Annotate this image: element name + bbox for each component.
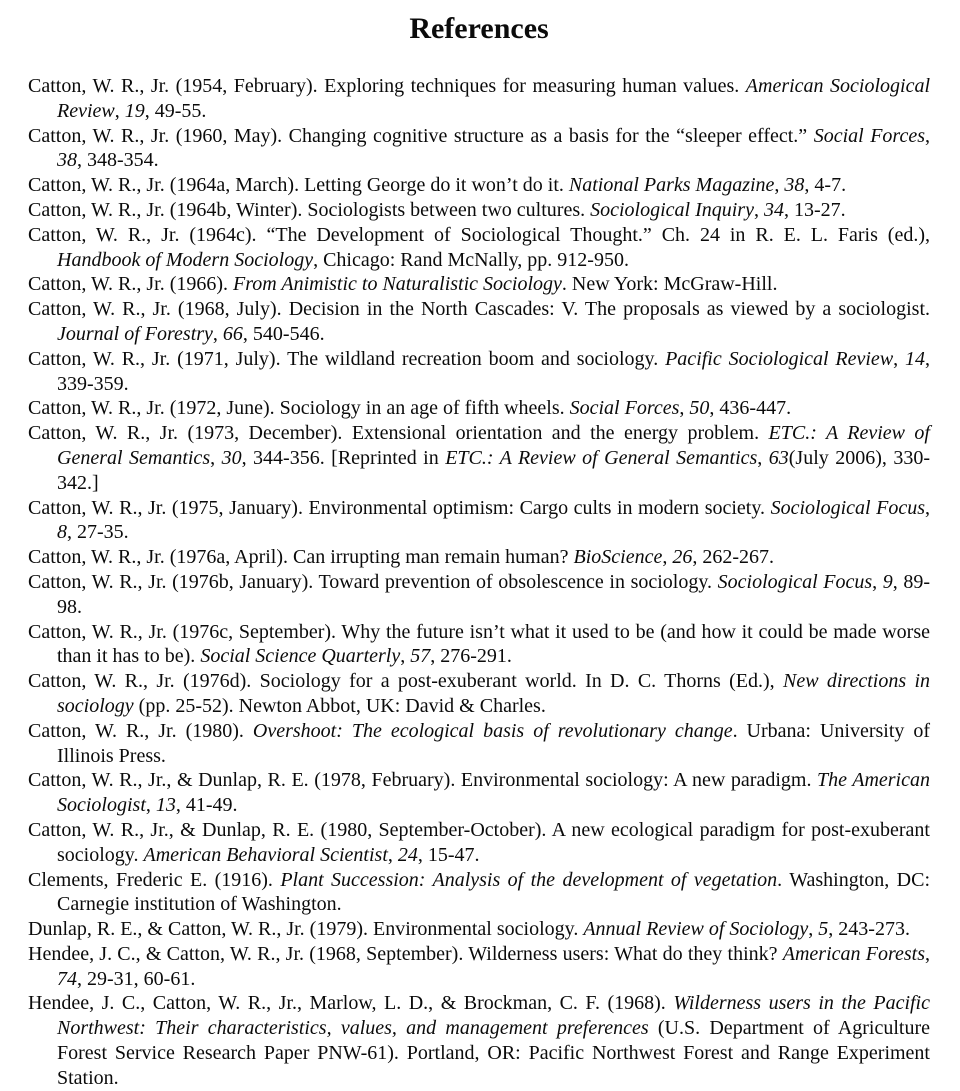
reference-italic-segment: 30 <box>221 446 242 469</box>
reference-italic-segment: Plant Succession: Analysis of the development of vegetation <box>280 868 778 891</box>
reference-italic-segment: 63 <box>768 446 789 469</box>
reference-text-segment: Catton, W. R., Jr. (1976b, January). Toward prevention of obsolescence in sociology. <box>28 570 718 593</box>
reference-entry <box>28 396 930 421</box>
reference-text-segment: , <box>893 347 906 370</box>
reference-italic-segment: Handbook of Modern Sociology <box>57 248 314 271</box>
reference-text-segment: Catton, W. R., Jr. (1976a, April). Can irrupting man remain human? <box>28 546 574 569</box>
reference-italic-segment: 34 <box>763 198 784 221</box>
reference-text-segment: . New York: McGraw-Hill. <box>561 273 778 296</box>
reference-italic-segment: 19 <box>124 99 145 122</box>
reference-italic-segment: American Forests <box>782 942 926 965</box>
reference-italic-segment: 5 <box>818 918 829 941</box>
reference-text-segment: , 243-273. <box>828 918 910 941</box>
reference-entry <box>28 496 930 546</box>
reference-text-segment: Catton, W. R., Jr. (1975, January). Environmental optimism: Cargo cults in modern society. <box>28 496 771 519</box>
reference-text-segment: (pp. 25-52). Newton Abbot, UK: David & Charles. <box>133 694 546 717</box>
reference-text-segment: , <box>387 843 398 866</box>
reference-text-segment: , 4-7. <box>804 174 847 197</box>
reference-entry <box>28 198 930 223</box>
reference-text-segment: , <box>774 174 785 197</box>
reference-text-segment: , <box>872 570 883 593</box>
reference-italic-segment: 66 <box>222 322 243 345</box>
reference-italic-segment: Wilderness users in the Pacific Northwest: Their characteristics, values, and management preferences <box>57 992 930 1040</box>
reference-text-segment: Catton, W. R., Jr. (1976d). Sociology for a post-exuberant world. In D. C. Thorns (Ed.), <box>28 670 783 693</box>
reference-text-segment: , 13-27. <box>783 198 846 221</box>
reference-text-segment: , 344-356. [Reprinted in <box>241 446 446 469</box>
reference-text-segment: (July 2006), 330-342.] <box>57 446 931 494</box>
reference-text-segment: , 540-546. <box>242 322 325 345</box>
reference-text-segment: , 41-49. <box>175 794 238 817</box>
reference-entry <box>28 719 930 769</box>
reference-entry <box>28 570 930 620</box>
reference-text-segment: Catton, W. R., Jr. (1960, May). Changing cognitive structure as a basis for the “sleeper effect.” <box>28 124 814 147</box>
reference-text-segment: , <box>212 322 223 345</box>
reference-italic-segment: 38 <box>57 149 77 172</box>
reference-italic-segment: 50 <box>689 397 710 420</box>
reference-italic-segment: Sociological Focus <box>717 570 873 593</box>
reference-text-segment: , <box>925 124 930 147</box>
reference-italic-segment: BioScience <box>573 546 663 569</box>
reference-text-segment: , 436-447. <box>709 397 792 420</box>
reference-text-segment: . Washington, DC: Carnegie institution of Washington. <box>57 868 930 916</box>
reference-text-segment: , Chicago: Rand McNally, pp. 912-950. <box>313 248 629 271</box>
reference-text-segment: , <box>808 918 819 941</box>
reference-text-segment: Catton, W. R., Jr., & Dunlap, R. E. (1980, September-October). A new ecological paradigm for post-exuberant sociology. <box>28 818 930 866</box>
reference-text-segment: , <box>145 794 156 817</box>
reference-entry <box>28 991 930 1090</box>
reference-text-segment: Catton, W. R., Jr. (1966). <box>28 273 234 296</box>
reference-italic-segment: 8 <box>57 521 67 544</box>
reference-text-segment: Catton, W. R., Jr. (1971, July). The wildland recreation boom and sociology. <box>28 347 666 370</box>
reference-text-segment: , 339-359. <box>57 347 931 395</box>
reference-text-segment: Catton, W. R., Jr. (1972, June). Sociology in an age of fifth wheels. <box>28 397 570 420</box>
reference-italic-segment: Annual Review of Sociology <box>583 918 809 941</box>
reference-text-segment: , 29-31, 60-61. <box>77 967 196 990</box>
reference-text-segment: , 27-35. <box>67 521 129 544</box>
reference-text-segment: Catton, W. R., Jr. (1954, February). Exploring techniques for measuring human values. <box>28 75 746 97</box>
reference-text-segment: Clements, Frederic E. (1916). <box>28 868 281 891</box>
reference-text-segment: , <box>757 446 769 469</box>
reference-entry <box>28 818 930 868</box>
reference-italic-segment: 74 <box>57 967 77 990</box>
reference-italic-segment: ETC.: A Review of General Semantics <box>57 422 930 469</box>
reference-italic-segment: 26 <box>672 546 693 569</box>
reference-italic-segment: New directions in sociology <box>57 670 930 717</box>
reference-text-segment: , <box>114 99 125 122</box>
reference-italic-segment: 14 <box>905 347 926 370</box>
reference-italic-segment: 57 <box>410 645 431 668</box>
reference-entry <box>28 421 930 495</box>
reference-italic-segment: The American Sociologist <box>57 769 930 817</box>
reference-entry <box>28 297 930 347</box>
reference-entry <box>28 768 930 818</box>
reference-text-segment: (U.S. Department of Agriculture Forest Service Research Paper PNW-61). Portland, OR: Pacific Northwest Forest and Range Experiment Station. <box>57 1017 930 1089</box>
reference-text-segment: , <box>925 496 930 519</box>
reference-text-segment: , 262-267. <box>692 546 774 569</box>
page-title: References <box>409 12 549 45</box>
reference-text-segment: , 89-98. <box>57 570 931 618</box>
reference-entry <box>28 74 930 124</box>
reference-italic-segment: 13 <box>155 794 176 817</box>
reference-italic-segment: American Sociological Review <box>57 75 931 122</box>
reference-entry <box>28 917 930 942</box>
reference-italic-segment: Sociological Inquiry <box>590 198 754 221</box>
reference-entry <box>28 545 930 570</box>
reference-text-segment: , 348-354. <box>77 149 159 172</box>
reference-entry <box>28 347 930 397</box>
reference-text-segment: , <box>753 198 764 221</box>
reference-entry <box>28 942 930 992</box>
reference-entry <box>28 272 930 297</box>
reference-text-segment: , 15-47. <box>417 843 480 866</box>
reference-text-segment: Catton, W. R., Jr. (1964a, March). Letting George do it won’t do it. <box>28 174 569 197</box>
reference-text-segment: , 49-55. <box>144 99 207 122</box>
reference-text-segment: , 276-291. <box>430 645 512 668</box>
reference-text-segment: Catton, W. R., Jr. (1964b, Winter). Sociologists between two cultures. <box>28 198 591 221</box>
reference-italic-segment: Journal of Forestry <box>57 322 213 345</box>
reference-italic-segment: Overshoot: The ecological basis of revolutionary change <box>252 719 733 742</box>
reference-italic-segment: 24 <box>397 843 418 866</box>
reference-italic-segment: American Behavioral Scientist <box>143 843 388 866</box>
reference-text-segment: , <box>210 446 222 469</box>
reference-text-segment: Catton, W. R., Jr. (1964c). “The Development of Sociological Thought.” Ch. 24 in R. E. L. Faris (ed.), <box>28 223 930 246</box>
reference-text-segment: . Urbana: University of Illinois Press. <box>57 719 931 767</box>
reference-italic-segment: Social Forces <box>569 397 680 420</box>
reference-entry <box>28 223 930 273</box>
reference-text-segment: Catton, W. R., Jr. (1973, December). Extensional orientation and the energy problem. <box>28 422 769 445</box>
reference-text-segment: , <box>925 942 931 965</box>
reference-italic-segment: National Parks Magazine <box>568 174 775 197</box>
reference-italic-segment: Sociological Focus <box>770 496 925 519</box>
reference-entry <box>28 868 930 918</box>
reference-italic-segment: 38 <box>784 174 805 197</box>
reference-italic-segment: Social Science Quarterly <box>200 645 401 668</box>
reference-italic-segment: Social Forces <box>813 124 925 147</box>
reference-text-segment: , <box>662 546 673 569</box>
reference-text-segment: , <box>679 397 690 420</box>
reference-italic-segment: ETC.: A Review of General Semantics <box>445 446 758 469</box>
reference-text-segment: Hendee, J. C., & Catton, W. R., Jr. (1968, September). Wilderness users: What do they think? <box>28 942 783 965</box>
reference-text-segment: Catton, W. R., Jr., & Dunlap, R. E. (1978, February). Environmental sociology: A new paradigm. <box>28 769 818 792</box>
reference-italic-segment: 9 <box>882 570 893 593</box>
reference-text-segment: Catton, W. R., Jr. (1980). <box>28 719 253 742</box>
reference-entry <box>28 620 930 670</box>
reference-text-segment: Dunlap, R. E., & Catton, W. R., Jr. (1979). Environmental sociology. <box>28 918 584 941</box>
reference-text-segment: Catton, W. R., Jr. (1968, July). Decision in the North Cascades: V. The proposals as viewed by a sociologist. <box>28 298 930 321</box>
reference-italic-segment: Pacific Sociological Review <box>665 347 894 370</box>
reference-text-segment: Catton, W. R., Jr. (1976c, September). Why the future isn’t what it used to be (and how it could be made worse than it has to be). <box>28 620 930 668</box>
reference-text-segment: Hendee, J. C., Catton, W. R., Jr., Marlow, L. D., & Brockman, C. F. (1968). <box>28 992 674 1015</box>
reference-italic-segment: From Animistic to Naturalistic Sociology <box>233 273 562 296</box>
reference-entry <box>28 124 930 174</box>
reference-entry <box>28 669 930 719</box>
reference-text-segment: , <box>400 645 411 668</box>
reference-entry <box>28 173 930 198</box>
references-list <box>28 74 930 1091</box>
